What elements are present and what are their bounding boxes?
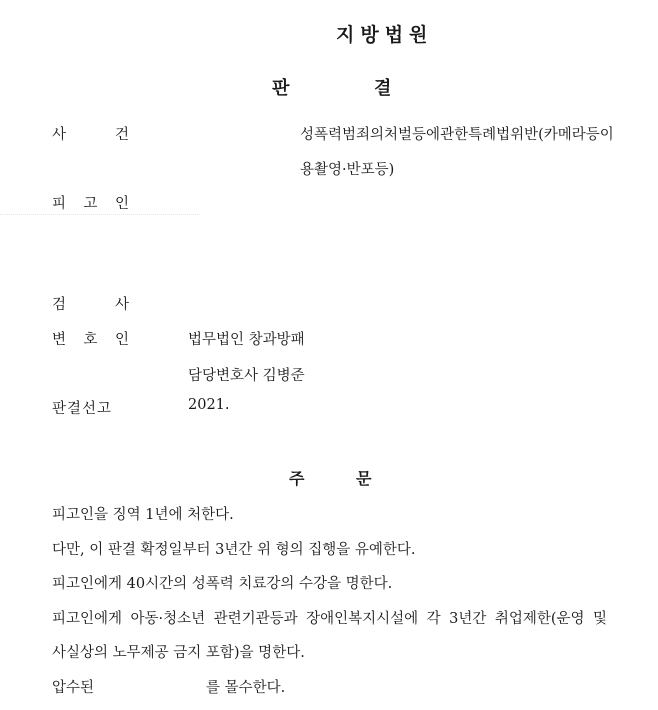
order-line-1: 피고인을 징역 1년에 처한다.	[52, 507, 234, 523]
redacted-item	[94, 680, 206, 696]
verdict-date-value: 2021.	[188, 397, 230, 413]
document-title-left: 판	[272, 78, 290, 99]
order-title-right: 문	[356, 469, 372, 488]
order-title-left: 주	[289, 469, 305, 488]
verdict-date-label: 판결선고	[52, 401, 113, 417]
case-name-line2: 용촬영·반포등)	[300, 162, 395, 178]
order-line-2: 다만, 이 판결 확정일부터 3년간 위 형의 집행을 유예한다.	[52, 542, 416, 558]
order-line-4: 피고인에게 아동·청소년 관련기관등과 장애인복지시설에 각 3년간 취업제한(운영 및	[52, 611, 607, 627]
counsel-attorney: 담당변호사 김병준	[188, 368, 305, 384]
case-label: 사 건	[52, 127, 130, 143]
redaction-trace	[0, 214, 200, 215]
order-line-6-end: 를 몰수한다.	[206, 680, 286, 696]
order-line-6-start: 압수된	[52, 680, 95, 696]
counsel-firm: 법무법인 창과방패	[188, 332, 305, 348]
order-line-6	[52, 676, 285, 697]
defendant-label: 피 고 인	[52, 196, 130, 212]
court-name: 지방법원	[336, 24, 434, 46]
order-line-5: 사실상의 노무제공 금지 포함)을 명한다.	[52, 645, 305, 661]
case-name-line1: 성폭력범죄의처벌등에관한특례법위반(카메라등이	[300, 127, 614, 143]
counsel-label: 변 호 인	[52, 332, 130, 348]
document-title-right: 결	[374, 78, 392, 99]
order-line-3: 피고인에게 40시간의 성폭력 치료강의 수강을 명한다.	[52, 576, 393, 592]
prosecutor-label: 검 사	[52, 297, 130, 313]
